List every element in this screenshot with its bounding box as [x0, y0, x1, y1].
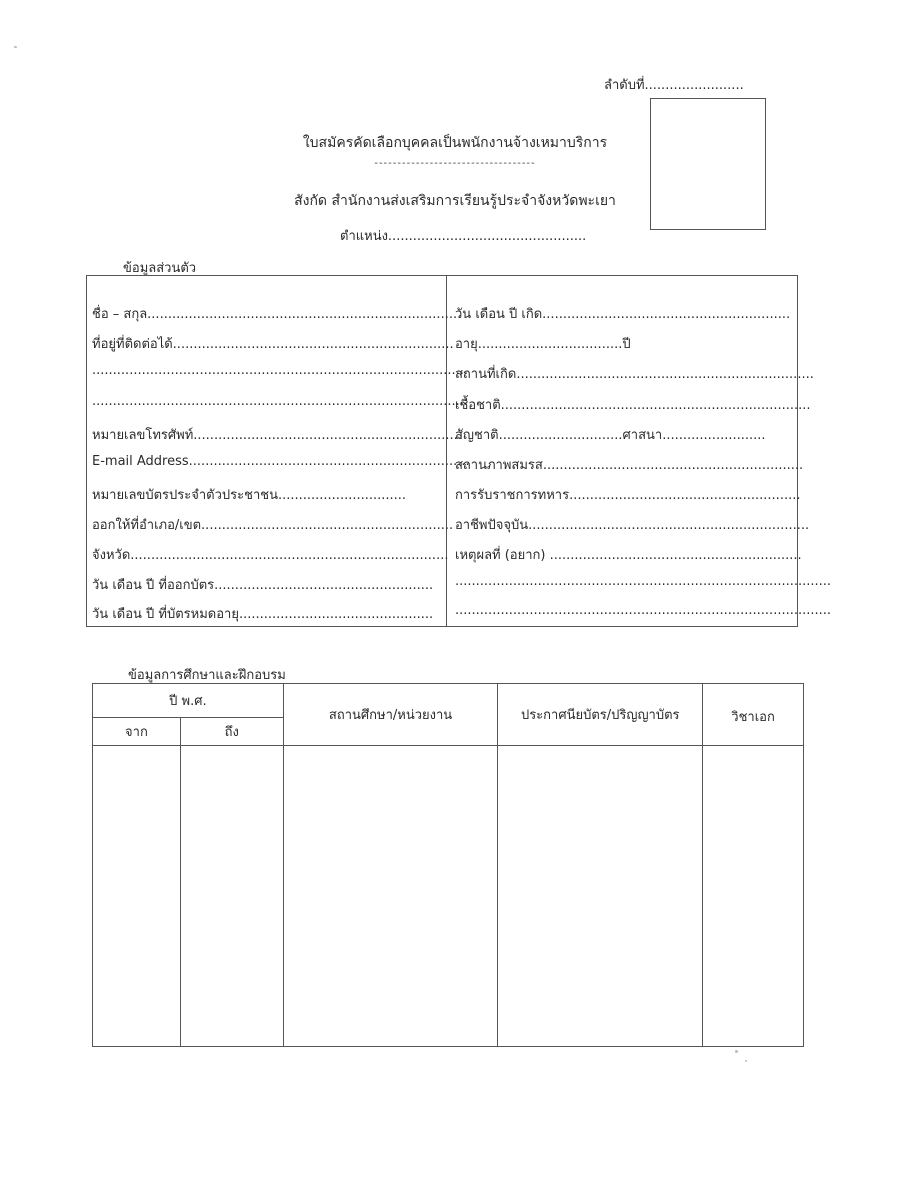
- province-field[interactable]: จังหวัด.............................................................................: [92, 548, 449, 563]
- title-separator: -----------------------------------: [374, 158, 536, 169]
- position-field[interactable]: ตำแหน่ง................................................: [340, 229, 587, 244]
- institution-cell[interactable]: [283, 746, 498, 1047]
- form-title: ใบสมัครคัดเลือกบุคคลเป็นพนักงานจ้างเหมาบริการ: [302, 135, 608, 151]
- certificate-cell[interactable]: [498, 746, 703, 1047]
- email-field[interactable]: E-mail Address....................................................................: [92, 454, 470, 469]
- reason-field[interactable]: เหตุผลที่ (อยาก) .............................................................: [455, 548, 802, 563]
- address-line-2[interactable]: ...........................................................................................: [92, 363, 469, 378]
- military-service-field[interactable]: การรับราชการทหาร........................................................: [455, 488, 801, 503]
- institution-header: สถานศึกษา/หน่วยงาน: [283, 684, 498, 746]
- year-header: ปี พ.ศ.: [93, 684, 284, 718]
- birth-place-field[interactable]: สถานที่เกิด........................................................................: [455, 367, 814, 382]
- scan-speck: [745, 1060, 747, 1062]
- personal-section-label: ข้อมูลส่วนตัว: [123, 261, 197, 276]
- scan-speck: [14, 46, 17, 48]
- to-year-cell[interactable]: [180, 746, 283, 1047]
- age-field[interactable]: อายุ...................................ปี: [455, 337, 631, 352]
- education-section-label: ข้อมูลการศึกษาและฝึกอบรม: [128, 668, 286, 683]
- phone-field[interactable]: หมายเลขโทรศัพท์.................................................................: [92, 428, 462, 443]
- occupation-field[interactable]: อาชีพปัจจุบัน....................................................................: [455, 518, 810, 533]
- nationality-religion-field[interactable]: สัญชาติ..............................ศาสนา.........................: [455, 428, 766, 443]
- affiliation-line: สังกัด สำนักงานส่งเสริมการเรียนรู้ประจำจังหวัดพะเยา: [294, 193, 616, 209]
- ethnicity-field[interactable]: เชื้อชาติ...........................................................................: [455, 398, 811, 413]
- sequence-number-field[interactable]: ลำดับที่........................: [604, 78, 744, 93]
- marital-status-field[interactable]: สถานภาพสมรส...............................................................: [455, 458, 804, 473]
- expiry-date-field[interactable]: วัน เดือน ปี ที่บัตรหมดอายุ...............................................: [92, 607, 434, 622]
- address-line-3[interactable]: ...........................................................................................: [92, 394, 469, 409]
- full-name-field[interactable]: ชื่อ – สกุล............................................................................: [92, 307, 462, 322]
- education-table: [92, 683, 804, 1047]
- address-field[interactable]: ที่อยู่ที่ติดต่อได้....................................................................: [92, 337, 454, 352]
- birth-date-field[interactable]: วัน เดือน ปี เกิด............................................................: [455, 307, 791, 322]
- reason-line-2[interactable]: ...........................................................................................: [455, 574, 832, 589]
- reason-line-3[interactable]: ...........................................................................................: [455, 603, 832, 618]
- scan-speck: [735, 1050, 738, 1053]
- issued-district-field[interactable]: ออกให้ที่อำเภอ/เขต.............................................................: [92, 518, 454, 533]
- from-year-header: จาก: [93, 718, 181, 746]
- personal-column-divider: [446, 275, 447, 626]
- from-year-cell[interactable]: [93, 746, 181, 1047]
- major-cell[interactable]: [703, 746, 804, 1047]
- to-year-header: ถึง: [180, 718, 283, 746]
- id-card-number-field[interactable]: หมายเลขบัตรประจำตัวประชาชน...............................: [92, 488, 407, 503]
- major-header: วิชาเอก: [703, 684, 804, 746]
- certificate-header: ประกาศนียบัตร/ปริญญาบัตร: [498, 684, 703, 746]
- issue-date-field[interactable]: วัน เดือน ปี ที่ออกบัตร.....................................................: [92, 578, 434, 593]
